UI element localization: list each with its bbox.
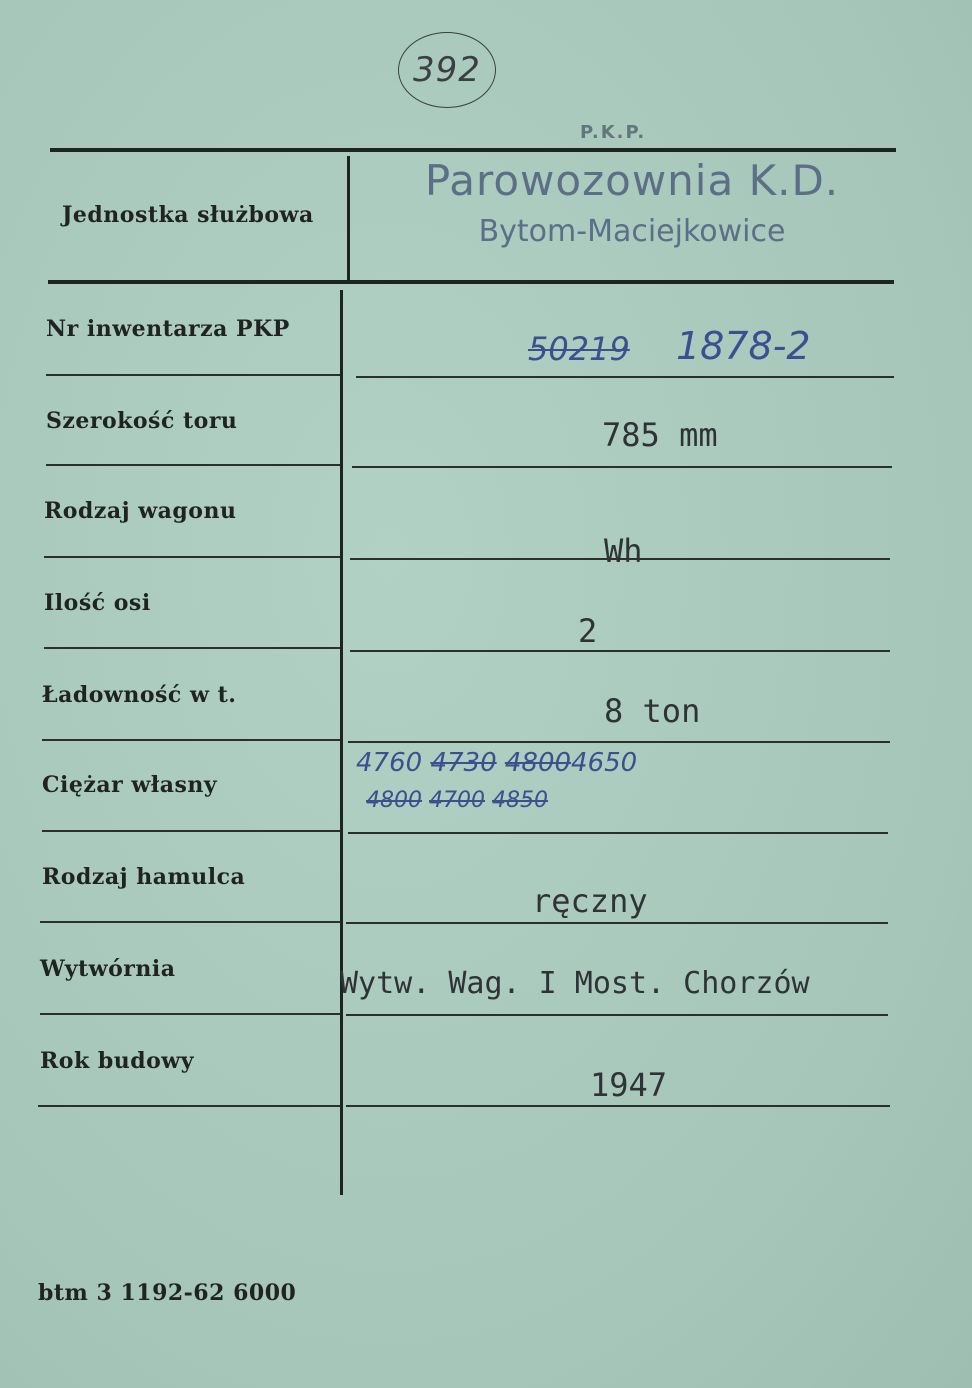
row-rule-right [348, 741, 890, 743]
year-value: 1947 [590, 1066, 668, 1104]
label-wagon-type: Rodzaj wagonu [44, 498, 237, 524]
row-rule-left [42, 830, 340, 832]
label-capacity: Ładowność w t. [42, 682, 237, 708]
capacity-value: 8 ton [604, 692, 701, 730]
label-unit: Jednostka służbowa [62, 202, 314, 228]
wagon-type-value: Wh [604, 532, 643, 570]
tare-struck-5: 4850 [492, 788, 548, 813]
tare-current: 4650 [571, 748, 638, 778]
row-rule-left [46, 374, 340, 376]
row-rule-left [44, 556, 340, 558]
tare-struck-1: 4730 [430, 748, 497, 778]
tare-struck-3: 4800 [366, 788, 422, 813]
label-gauge: Szerokość toru [46, 408, 238, 434]
label-inventory: Nr inwentarza PKP [46, 316, 290, 342]
row-rule-left [38, 1105, 340, 1107]
column-divider [340, 290, 343, 1195]
circled-number [398, 32, 496, 108]
header-divider [347, 156, 350, 282]
inventory-old-value: 50219 [528, 330, 630, 368]
row-rule-right [346, 922, 888, 924]
gauge-value: 785 mm [602, 416, 718, 454]
stamp-line-2: Bytom-Maciejkowice [478, 214, 786, 249]
row-rule-right [348, 832, 888, 834]
row-rule-right [346, 1014, 888, 1016]
tare-line-2 [366, 788, 548, 813]
stamp-line-1: Parowozownia K.D. [424, 156, 840, 205]
row-rule-right [356, 376, 894, 378]
maker-value: Wytw. Wag. I Most. Chorzów [340, 966, 810, 1001]
brake-value: ręczny [532, 882, 648, 920]
print-code: btm 3 1192-62 6000 [38, 1280, 297, 1306]
top-mark: P.K.P. [580, 122, 647, 143]
tare-struck-4: 4700 [429, 788, 485, 813]
row-rule-left [42, 739, 340, 741]
row-rule-right [352, 466, 892, 468]
row-rule-left [40, 1013, 340, 1015]
row-rule-left [46, 464, 340, 466]
row-rule-right [350, 650, 890, 652]
axles-value: 2 [578, 612, 598, 650]
tare-struck-2: 4800 [504, 748, 572, 778]
label-year: Rok budowy [40, 1048, 195, 1074]
row-rule-right [346, 1105, 890, 1107]
tare-value-1: 4760 [356, 748, 423, 778]
inventory-new-value: 1878-2 [676, 324, 811, 368]
header-rule [48, 280, 894, 284]
label-tare: Ciężar własny [42, 772, 218, 798]
circled-number-text: 392 [413, 50, 481, 90]
label-axles: Ilość osi [44, 590, 151, 616]
label-maker: Wytwórnia [40, 956, 176, 982]
label-brake: Rodzaj hamulca [42, 864, 246, 890]
row-rule-left [44, 647, 340, 649]
tare-line-1 [356, 748, 637, 778]
unit-stamp [372, 152, 892, 254]
row-rule-left [40, 921, 340, 923]
